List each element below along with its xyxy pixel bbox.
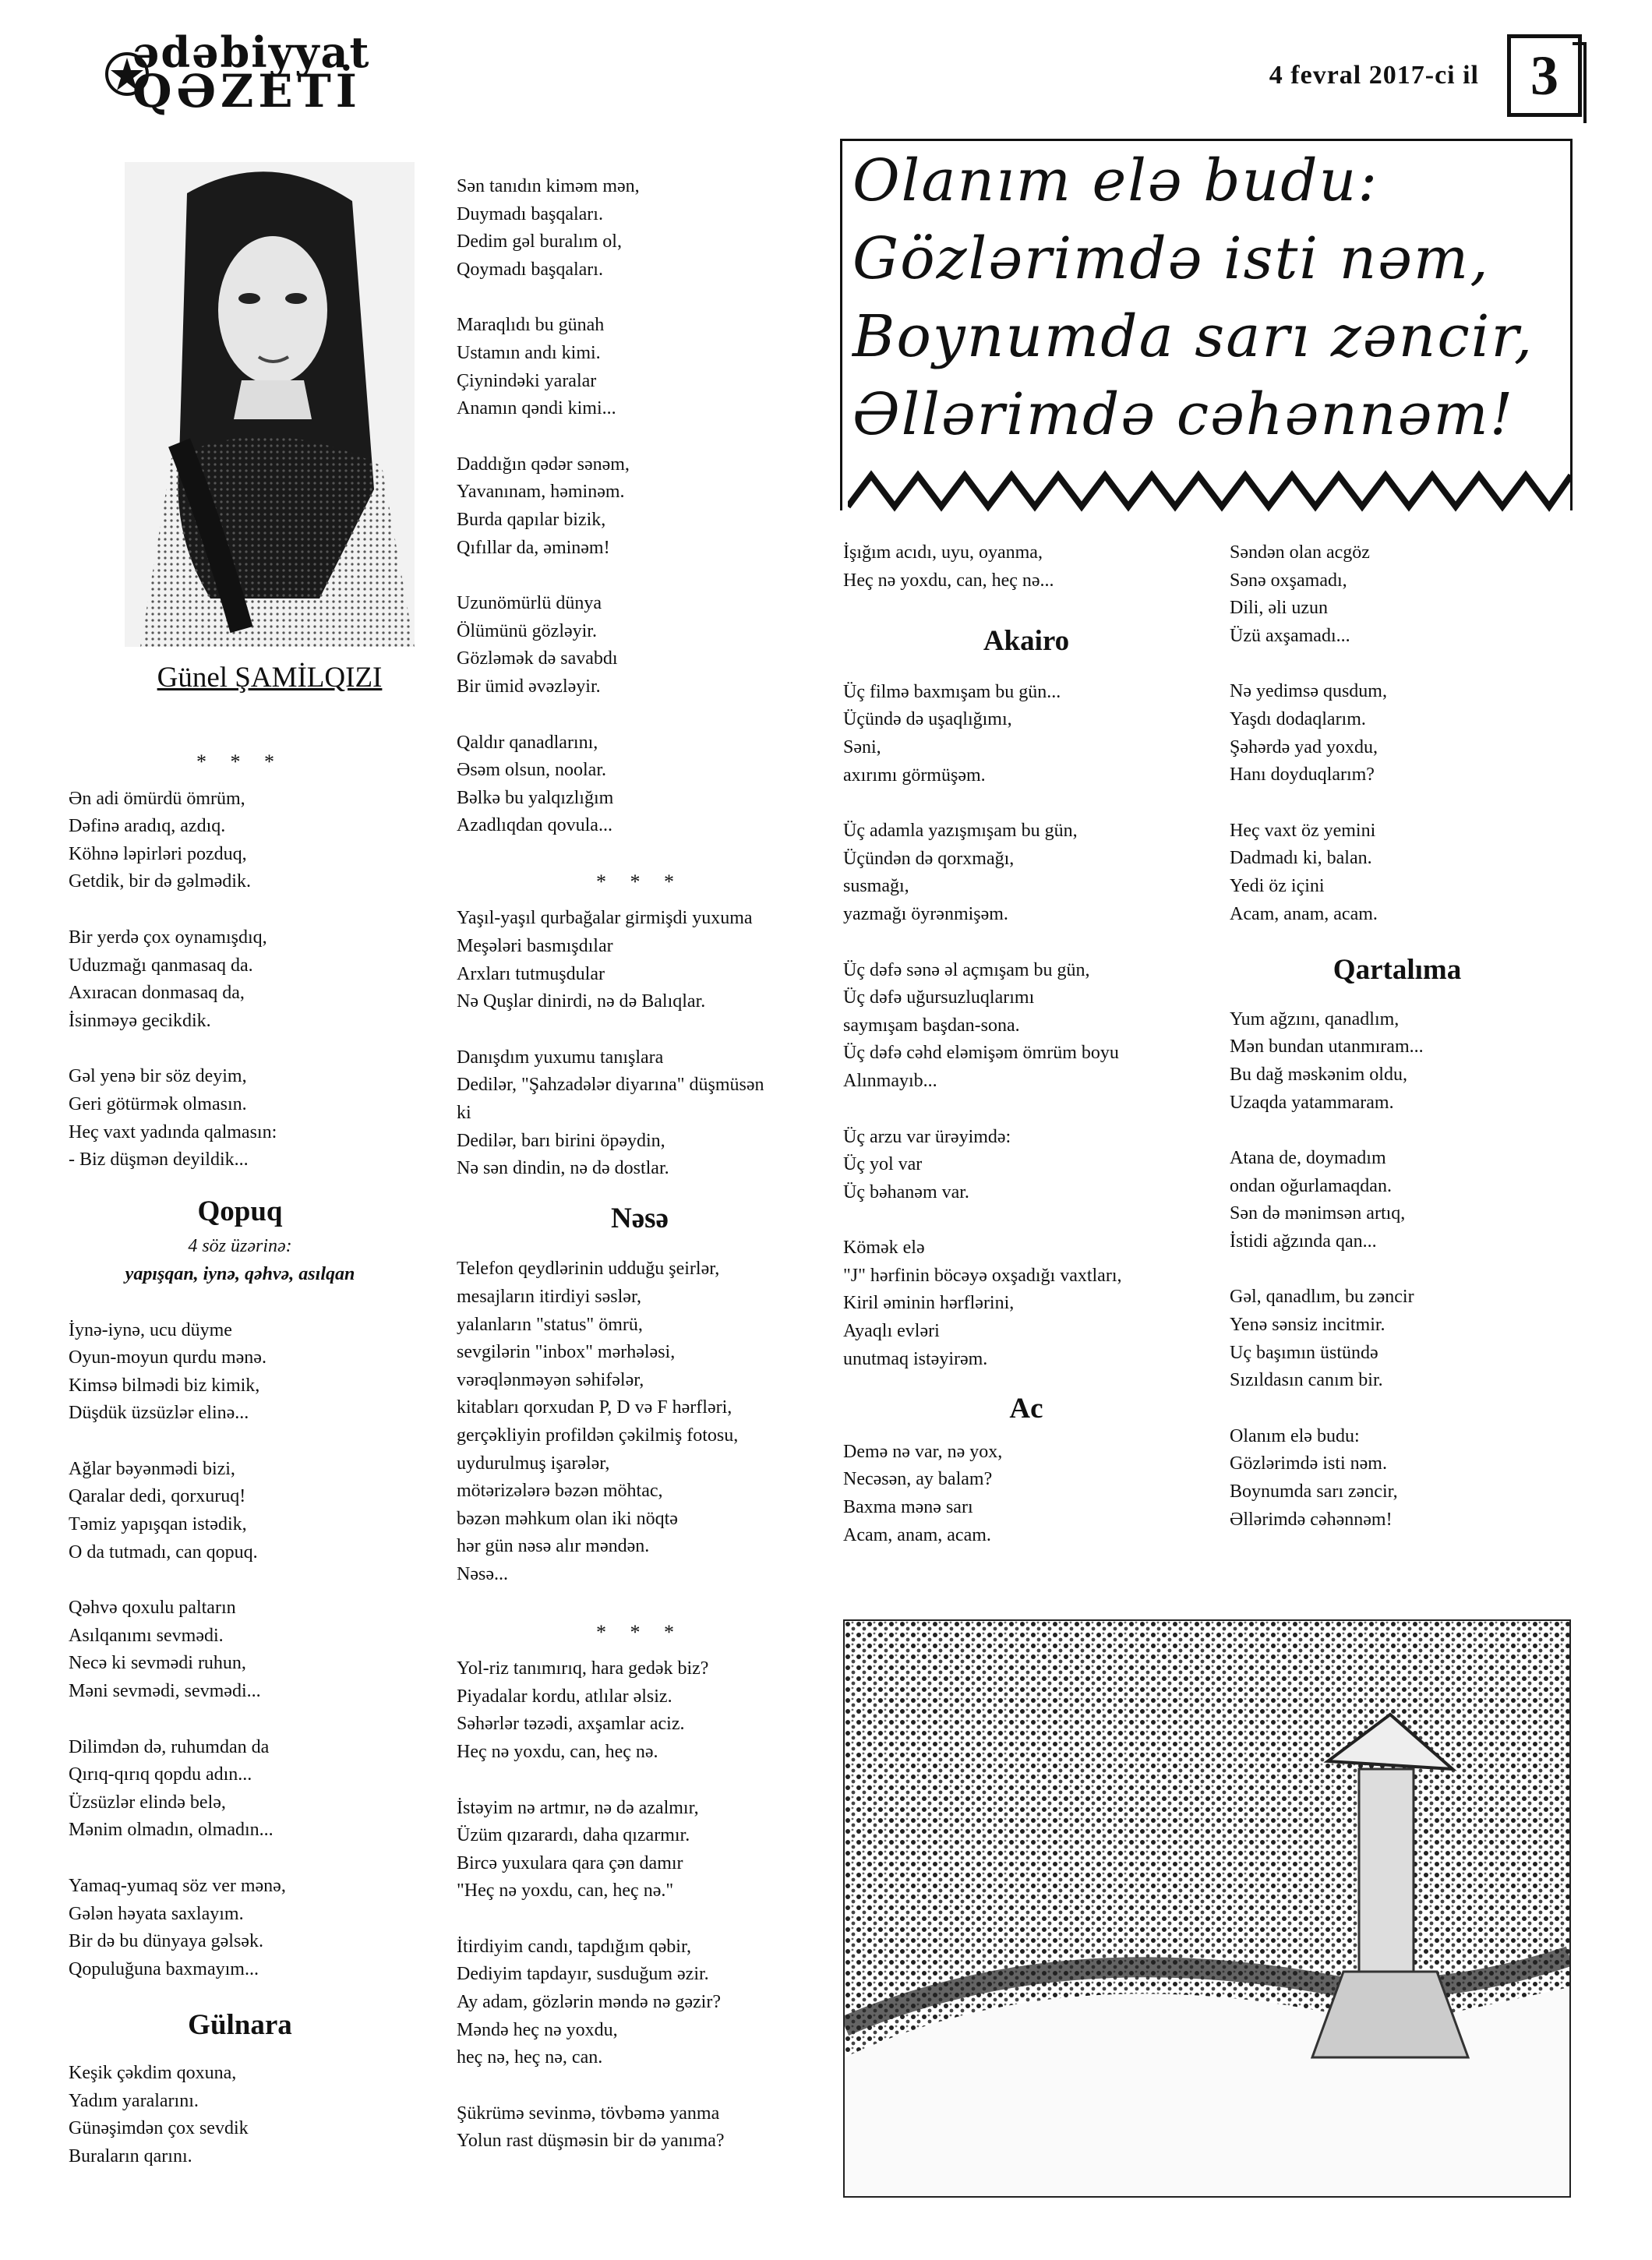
poem-stanza: Üç dəfə sənə əl açmışam bu gün, Üç dəfə uğursuzluqlarımı saymışam başdan-sona. Üç dəfə cəhd eləmişəm ömrüm boyu Alınmayıb... [843,959,1119,1091]
poem-stanza: Yum ağzını, qanadlım, Mən bundan utanmıram... Bu dağ məskənim oldu, Uzaqda yatammaram. [1230,1008,1424,1113]
poem-stanza: Nə yedimsə qusdum, Yaşdı dodaqlarım. Şəhərdə yad yoxdu, Hanı doyduqlarım? [1230,681,1387,786]
poem-stanza: Olanım elə budu: Gözlərimdə isti nəm. Boynumda sarı zəncir, Əllərimdə cəhənnəm! [1230,1425,1398,1530]
poem-stanza: İtirdiyim candı, tapdığım qəbir, Dediyim tapdayır, susduğum əzir. Ay adam, gözlərin məndə nə gəzir? Məndə heç nə yoxdu, heç nə, heç nə, can. [457,1936,721,2068]
poem-stanza: Bir yerdə çox oynamışdıq, Uduzmağı qanmasaq da. Axıracan donmasaq da, İsinməyə gecikdik. [69,927,267,1031]
poem-stanza: Üç arzu var ürəyimdə: Üç yol var Üç bəhanəm var. [843,1126,1011,1202]
poem-stanza: Heç vaxt öz yemini Dadmadı ki, balan. Yedi öz içini Acam, anam, acam. [1230,820,1378,924]
author-photo [125,162,415,647]
page-number: 3 [1507,34,1582,117]
poem-title-nese: Nəsə [611,1202,669,1234]
poem-stanza: Üç adamla yazışmışam bu gün, Üçündən də qorxmağı, susmağı, yazmağı öyrənmişəm. [843,821,1078,924]
section-stars: * * * [596,870,683,893]
column-1 [69,748,411,2198]
poem-stanza: Gəl, qanadlım, bu zəncir Yenə sənsiz incitmir. Uç başımın üstündə Sızıldasın canım bir. [1230,1287,1414,1391]
poem-stanza: Telefon qeydlərinin udduğu şeirlər, mesajların itirdiyi səslər, yalanların "status" ömrü, sevgilərin "inbox" mərhələsi, vərəqlənməyən səhifələr, kitabları qorxudan P, D və F hərfləri, gerçəkliyin profildən çəkilmiş fotosu, uydurulmuş işarələr, mötərizələrə bəzən möhtac, bəzən məhkum olan iki nöqtə hər gün nəsə alır məndən. Nəsə... [457,1259,739,1584]
zigzag-border-icon [848,460,1571,514]
poem-stanza: Qəhvə qoxulu paltarın Asılqanımı sevmədi. Necə ki sevmədi ruhun, Məni sevmədi, sevmədi... [69,1598,261,1702]
section-stars: * * * [196,750,284,773]
poem-stanza: Keşik çəkdim qoxuna, Yadım yaralarını. Günəşimdən çox sevdik Buraların qarını. [69,2062,249,2166]
poem-stanza: Şükrümə sevinmə, tövbəmə yanma Yolun rast düşməsin bir də yanıma? [457,2103,725,2152]
poem-stanza: Üç filmə baxmışam bu gün... Üçündə də uşaqlığımı, Səni, axırımı görmüşəm. [843,681,1061,786]
poem-stanza: İynə-iynə, ucu düyme Oyun-moyun qurdu mənə. Kimsə bilmədi biz kimik, Düşdük üzsüzlər elinə... [69,1319,267,1424]
section-stars: * * * [596,1620,683,1644]
column-2 [457,173,823,2184]
poem-title-gulnara: Gülnara [188,2009,292,2042]
poem-stanza: Yamaq-yumaq söz ver mənə, Gələn həyata saxlayım. Bir də bu dünyaya gəlsək. Qopuluğuna baxmayım... [69,1876,286,1979]
masthead-logo-top: ədəbiyyat [132,27,371,77]
poem-title-qartalima: Qartalıma [1333,954,1462,987]
poem-title-akairo: Akairo [983,625,1070,658]
poem-stanza: Danışdım yuxumu tanışlara Dedilər, "Şahzadələr diyarına" düşmüsən ki Dedilər, barı birini öpəydin, Nə sən dindin, nə də dostlar. [457,1047,764,1179]
poem-stanza: Dilimdən də, ruhumdan da Qırıq-qırıq qopdu adın... Üzsüzlər elində belə, Mənim olmadın, olmadın... [69,1736,274,1841]
poem-stanza: İşığım acıdı, uyu, oyanma, Heç nə yoxdu, can, heç nə... [843,542,1054,591]
poem-stanza: Ağlar bəyənmədi bizi, Qaralar dedi, qorxuruq! Təmiz yapışqan istədik, O da tutmadı, can qopuq. [69,1458,258,1563]
poem-stanza: Sən tanıdın kiməm mən, Duymadı başqaları. Dedim gəl buralım ol, Qoymadı başqaları. [457,176,640,280]
poem-stanza: Səndən olan acgöz Sənə oxşamadı, Dili, əli uzun Üzü axşamadı... [1230,542,1370,646]
poem-stanza: Gəl yenə bir söz deyim, Geri götürmək olmasın. Heç vaxt yadında qalmasın: - Biz düşmən deyildik... [69,1066,277,1171]
poem-title-qopuq: Qopuq [197,1195,283,1227]
masthead-logo-bottom: QƏZETİ [132,65,362,118]
poem-stanza: Uzunömürlü dünya Ölümünü gözləyir. Gözləmək də savabdı Bir ümid əvəzləyir. [457,593,618,697]
poem-subtitle-words: yapışqan, iynə, qəhvə, asılqan [125,1263,355,1284]
poem-stanza: Yaşıl-yaşıl qurbağalar girmişdi yuxuma Meşələri basmışdılar Arxları tutmuşdular Nə Quşlar dinirdi, nə də Balıqlar. [457,908,753,1012]
column-4 [1230,539,1565,1562]
author-name: Günel ŞAMİLQIZI [157,662,383,694]
poem-subtitle: 4 söz üzərinə: [188,1236,292,1257]
poem-stanza: Kömək elə "J" hərfinin böcəyə oxşadığı vaxtları, Kiril əminin hərflərini, Ayaqlı evləri unutmaq istəyirəm. [843,1238,1122,1369]
poem-stanza: Atana de, doymadım ondan oğurlamaqdan. Sən də mənimsən artıq, İstidi ağzında qan... [1230,1148,1406,1252]
poem-stanza: Daddığın qədər sənəm, Yavanınam, həminəm. Burda qapılar bizik, Qıfıllar da, əminəm! [457,454,630,558]
poem-stanza: Maraqlıdı bu günah Ustamın andı kimi. Çiynindəki yaralar Anamın qəndi kimi... [457,315,616,419]
poem-stanza: İstəyim nə artmır, nə də azalmır, Üzüm qızarardı, daha qızarmır. Bircə yuxulara qara çən damır "Heç nə yoxdu, can, heç nə." [457,1797,699,1902]
poem-title-ac: Ac [1009,1393,1043,1425]
poem-stanza: Demə nə var, nə yox, Necəsən, ay balam? Baxma mənə sarı Acam, anam, acam. [843,1441,1003,1545]
poem-stanza: Ən adi ömürdü ömrüm, Dəfinə aradıq, azdıq. Köhnə ləpirləri pozduq, Getdik, bir də gəlmədik. [69,788,251,892]
issue-date: 4 fevral 2017-ci il [1269,61,1479,90]
column-3 [843,539,1209,1577]
pull-quote: Olanım elə budu: Gözlərimdə isti nəm, Boynumda sarı zəncir, Əllərimdə cəhənnəm! [852,147,1534,448]
poem-stanza: Qaldır qanadlarını, Əsəm olsun, noolar. Bəlkə bu yalqızlığım Azadlıqdan qovula... [457,732,614,836]
poem-stanza: Yol-riz tanımırıq, hara gedək biz? Piyadalar kordu, atlılar əlsiz. Səhərlər təzədi, axşamlar aciz. Heç nə yoxdu, can, heç nə. [457,1658,709,1762]
illustration-photo [843,1619,1571,2198]
